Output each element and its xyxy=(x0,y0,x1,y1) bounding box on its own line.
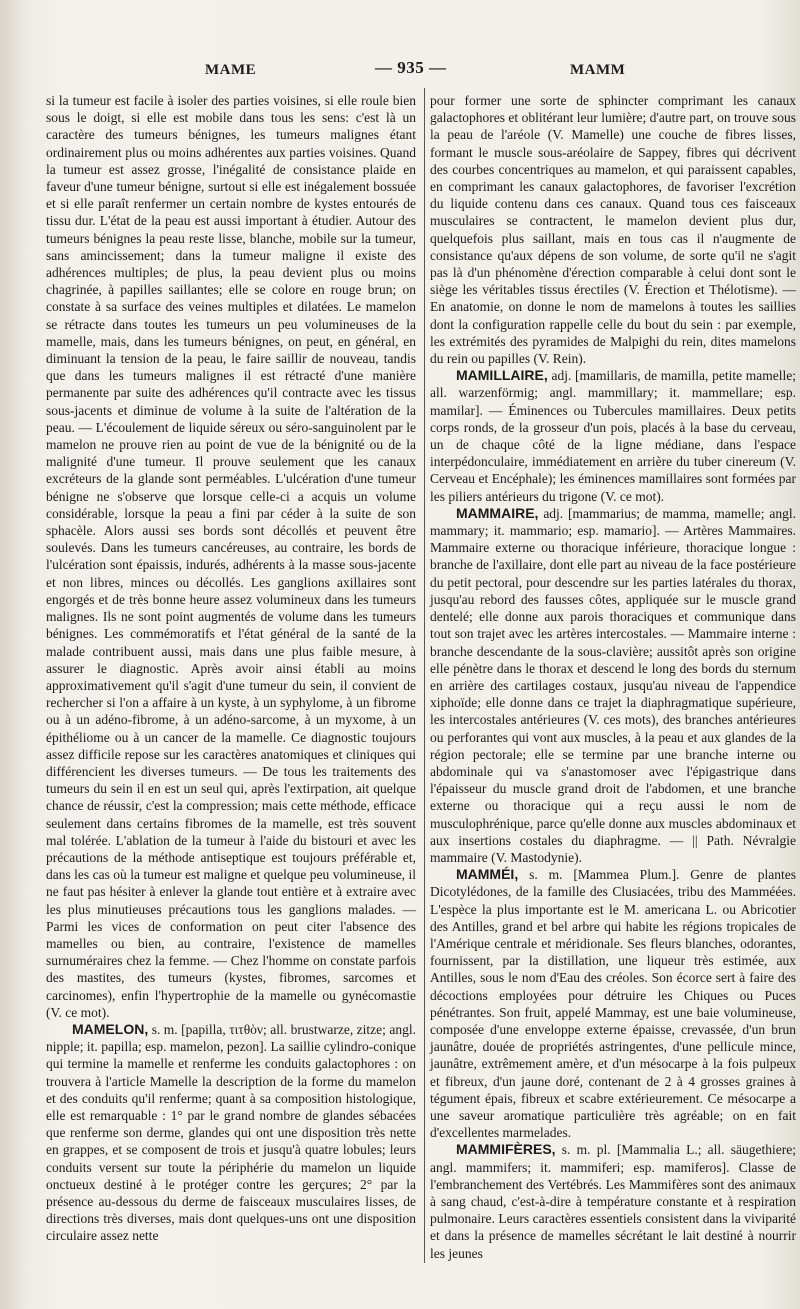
entry-mammiferes xyxy=(430,1141,796,1261)
entry-mamillaire-text: adj. [mamillaris, de mamilla, petite mamelle; all. warzenförmig; angl. mammillary; it. mammellare; esp. mamilar]. — Éminences ou Tubercules mamillaires. Deux petits corps ronds, de la grosseur d'un pois, placés à la base du cerveau, un de chaque côté de la ligne médiane, dans l'espace interpédonculaire, immédiatement en arrière du tuber cinereum (V. Cerveau et Encéphale); les éminences mamillaires sont formées par les piliers antérieurs du trigone (V. ce mot). xyxy=(430,368,797,504)
entry-mammiferes-text: s. m. pl. [Mammalia L.; all. säugethiere; angl. mammifers; it. mammiferi; esp. mamiferos]. Classe de l'embranchement des Vertébrés. Les Mammifères sont des animaux à sang chaud, c'est-à-dire à température constante et à respiration pulmonaire. Leurs caractères essentiels consistent dans la viviparité et dans la présence de mamelles sécrétant le lait destiné à nourrir les jeunes xyxy=(430,1142,796,1261)
entry-mammei xyxy=(430,866,796,1141)
headword-mammei: MAMMÉI, xyxy=(456,866,519,883)
entry-mamelon xyxy=(46,1021,416,1245)
headword-mamelon: MAMELON, xyxy=(72,1020,149,1037)
entry-mamillaire xyxy=(430,367,796,505)
continued-paragraph-right: pour former une sorte de sphincter comprimant les canaux galactophores et oblitérant leur lumière; d'autre part, on trouve sous la peau de l'aréole (V. Mamelle) une couche de fibres lisses, formant le muscle sous-aréolaire de Sappey, fibres qui décrivent des courbes concentriques au mamelon, et qui paraissent capables, en comprimant les canaux galactophores, de favoriser l'excrétion du liquide contenu dans ces canaux. Quand tous ces faisceaux musculaires se contractent, le mamelon devient plus dur, quelquefois plus saillant, mais en tous cas il n'augmente de consistance qu'aux dépens de son volume, de sorte qu'il ne s'agit pas là d'un phénomène d'érection comparable à celui dont sont le siège les véritables tissus érectiles (V. Érection et Thélotisme). — En anatomie, on donne le nom de mamelons à toutes les saillies dont la configuration rappelle celle du bout du sein : par exemple, les extrémités des pyramides de Malpighi du rein, dites mamelons du rein ou papilles (V. Rein). xyxy=(430,93,796,367)
running-head xyxy=(0,58,800,82)
page-number: — 935 — xyxy=(375,58,447,77)
headword-mamillaire: MAMILLAIRE, xyxy=(456,367,548,384)
headword-mammaire: MAMMAIRE, xyxy=(456,504,539,521)
entry-mammei-text: s. m. [Mammea Plum.]. Genre de plantes Dicotylédones, de la famille des Clusiacées, tribu des Mamméées. L'espèce la plus importante est le M. americana L. ou Abricotier des Antilles, grand et bel arbre qui habite les régions tropicales de l'Amérique centrale et méridionale. Ses fleurs blanches, odorantes, fournissent, par la distillation, une liqueur très estimée, aux Antilles, sous le nom d'Eau des créoles. Son écorce sert à faire des décoctions employées pour détruire les Chiques ou Puces pénétrantes. Son fruit, appelé Mammay, est une baie volumineuse, composée d'une enveloppe externe épaisse, crevassée, d'un brun jaunâtre, douée de propriétés astringentes, d'une pellicule mince, jaunâtre, extrêmement amère, et d'un mésocarpe à la fois pulpeux et fibreux, d'un jaune doré, contenant de 2 à 4 grosses graines à tégument épais, fibreux et scabre extérieurement. Ce mésocarpe a une saveur aromatique particulière très agréable; on en fait d'excellentes marmelades. xyxy=(430,867,796,1141)
right-column xyxy=(430,92,796,1262)
running-head-left: MAME xyxy=(205,62,257,78)
entry-mammaire xyxy=(430,505,796,866)
headword-mammiferes: MAMMIFÈRES, xyxy=(456,1141,556,1158)
entry-mammaire-text: adj. [mammarius; de mamma, mamelle; angl. mammary; it. mammario; esp. mamario]. — Artères Mammaires. Mammaire externe ou thoracique inférieure, thoracique longue : branche de l'axillaire, dont elle part au niveau de la face postérieure du petit pectoral, pour descendre sur les parties latérales du thorax, jusqu'au rebord des fausses côtes, appliquée sur le muscle grand dentelé; elle donne aux parois thoraciques et communique dans tout son trajet avec les artères intercostales. — Mammaire interne : branche descendante de la sous-clavière; aussitôt après son origine elle pénètre dans le thorax et descend le long des bords du sternum en arrière des cartilages costaux, jusqu'au niveau de l'appendice xiphoïde; elle donne dans ce trajet la diaphragmatique supérieure, les intercostales antérieures (V. ces mots), des branches antérieures ou perforantes qui vont aux muscles, à la peau et aux glandes de la région pectorale; elle se termine par une branche interne ou abdominale qui va s'anastomoser avec l'épigastrique dans l'épaisseur du muscle grand droit de l'abdomen, et une branche externe ou thoracique qui a reçu aussi le nom de musculophrénique, parce qu'elle donne aux muscles abdominaux et aux insertions costales du diaphragme. — || Path. Névralgie mammaire (V. Mastodynie). xyxy=(430,505,796,865)
entry-mamelon-text: s. m. [papilla, τιτθὸν; all. brustwarze, zitze; angl. nipple; it. papilla; esp. mamelon, pezon]. La saillie cylindro-conique qui termine la mamelle et renferme les conduits galactophores : on trouvera à l'article Mamelle la description de la forme du mamelon et des conduits qu'il renferme; quant à sa composition histologique, elle est remarquable : 1° par le grand nombre de glandes sébacées que renferme son derme, glandes qui ont une disposition très nette en grappes, et se composent de trois et jusqu'à quatre lobules; leurs conduits versent sur toute la périphérie du mamelon un liquide onctueux destiné à le protéger contre les gerçures; 2° par la présence au-dessous du derme de faisceaux musculaires lisses, de directions très diverses, mais dont quelques-uns ont une disposition circulaire assez nette xyxy=(46,1021,416,1244)
continued-paragraph: si la tumeur est facile à isoler des parties voisines, si elle roule bien sous le doigt, si elle est mobile dans tous les sens: c'est là un caractère des tumeurs bénignes, les tumeurs malignes étant ordinairement plus ou moins adhérentes aux parties voisines. Quand la tumeur est assez grosse, l'inégalité de consistance plaide en faveur d'une tumeur bénigne, surtout si elle est inégalement bossuée et si elle paraît renfermer un certain nombre de kystes entourés de tissu dur. L'état de la peau est aussi important à étudier. Autour des tumeurs bénignes la peau reste lisse, blanche, mobile sur la tumeur, sans amincissement; dans la tumeur maligne il existe des adhérences multiples; de plus, la peau devient plus ou moins chagrinée, à papilles saillantes; elle se colore en rouge brun; on constate à sa surface des veines multiples et dilatées. Le mamelon se rétracte dans toutes les tumeurs un peu volumineuses de la mamelle, mais, dans les tumeurs bénignes, on peut, en général, en diminuant la tension de la peau, le faire saillir de nouveau, tandis que dans les tumeurs malignes il est rétracté d'une manière permanente par suite des adhérences qu'il contracte avec les tissus sous-jacents et diminue de volume à la suite de l'altération de la peau. — L'écoulement de liquide séreux ou séro-sanguinolent par le mamelon ne prouve rien au point de vue de la bénignité ou de la malignité d'une tumeur. Il prouve seulement que les canaux excréteurs de la glande sont perméables. L'ulcération d'une tumeur bénigne ne s'observe que lorsque celle-ci a acquis un volume considérable, lorsque la peau a fini par céder à la suite de son sphacèle. Alors aussi ses bords sont décollés et peuvent être soulevés. Dans les tumeurs cancéreuses, au contraire, les bords de l'ulcération sont épaissis, indurés, adhérents à la masse sous-jacente et non libres, minces ou décollés. Les ganglions axillaires sont engorgés et de très bonne heure assez volumineux dans les tumeurs malignes. Ils ne sont point augmentés de volume dans les tumeurs bénignes. Les commémoratifs et l'état général de la santé de la malade contribuent aussi, mais dans une plus faible mesure, à assurer le diagnostic. Après avoir ainsi établi au moins approximativement qu'il s'agit d'une tumeur du sein, il convient de rechercher si l'on a affaire à un kyste, à un syphylome, à un fibrome ou à un adéno-fibrome, à un adéno-sarcome, à un myxome, à un épithéliome ou à un cancer de la mamelle. Ce diagnostic toujours assez difficile repose sur les caractères anatomiques et cliniques qui différencient les diverses tumeurs. — De tous les traitements des tumeurs du sein il en est un seul qui, après l'extirpation, ait quelque chance de réussir, c'est la compression; mais cette méthode, efficace seulement dans certains fibromes de la mamelle, est très souvent mal tolérée. L'ablation de la tumeur à l'aide du bistouri et avec les précautions de la méthode antiseptique est toujours préférable et, dans les cas où la tumeur est maligne et quelque peu volumineuse, il ne faut pas hésiter à enlever la glande tout entière et à extraire avec les plus minutieuses précautions tous les ganglions malades. — Parmi les vices de conformation on peut citer l'absence des mamelles ou bien, au contraire, l'existence de mamelles surnuméraires chez la femme. — Chez l'homme on constate parfois des mastites, des tumeurs (kystes, fibromes, sarcomes et carcinomes), enfin l'hypertrophie de la mamelle ou gynécomastie (V. ce mot). xyxy=(46,93,416,1020)
left-column xyxy=(46,92,416,1245)
running-head-right: MAMM xyxy=(570,62,626,78)
column-divider xyxy=(424,88,425,1263)
